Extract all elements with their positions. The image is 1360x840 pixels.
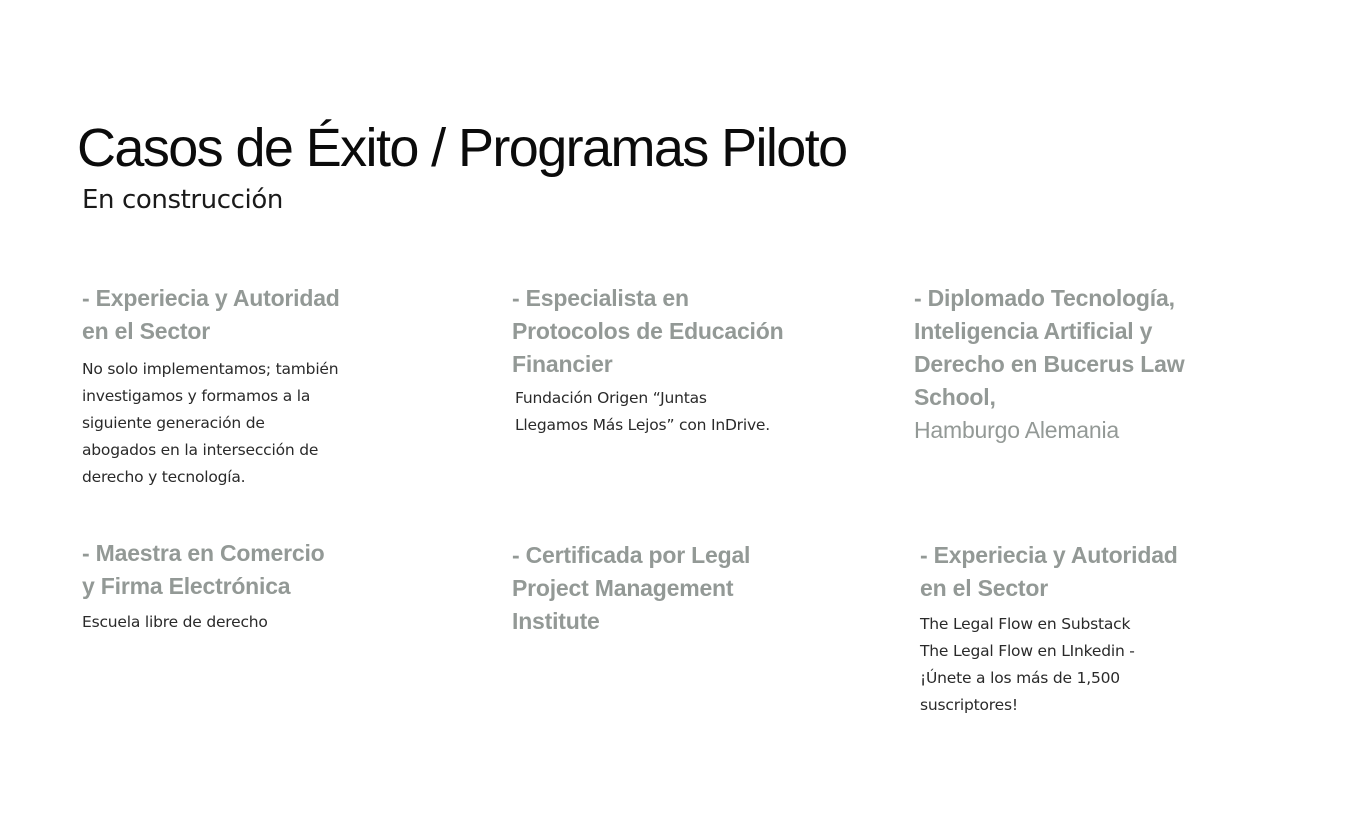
card-heading-line: - Experiecia y Autoridad [920, 542, 1178, 568]
card-experiencia-autoridad [82, 282, 340, 491]
card-heading-line: Inteligencia Artificial y [914, 318, 1153, 344]
card-body-line: investigamos y formamos a la [82, 387, 311, 405]
card-diplomado-tecnologia [914, 282, 1184, 447]
card-heading [82, 537, 325, 603]
card-heading [914, 282, 1184, 414]
card-body-line: The Legal Flow en LInkedin - [920, 642, 1135, 660]
card-heading [512, 539, 750, 638]
card-body-line: The Legal Flow en Substack [920, 615, 1131, 633]
card-heading-line: en el Sector [82, 318, 210, 344]
card-legal-flow [920, 539, 1178, 719]
card-heading-line: Derecho en Bucerus Law [914, 351, 1185, 377]
card-especialista-protocolos [512, 282, 783, 439]
card-body [512, 385, 783, 439]
card-heading-line: Financier [512, 351, 613, 377]
card-location-line: Hamburgo Alemania [914, 417, 1119, 443]
card-heading [920, 539, 1178, 605]
card-heading-line: - Diplomado Tecnología, [914, 285, 1175, 311]
page-subtitle: En construcción [82, 185, 283, 215]
card-heading-line: School, [914, 384, 996, 410]
card-body-line: Llegamos Más Lejos” con InDrive. [515, 416, 770, 434]
card-heading-line: y Firma Electrónica [82, 573, 291, 599]
card-body-line: derecho y tecnología. [82, 468, 246, 486]
card-heading-line: - Maestra en Comercio [82, 540, 325, 566]
card-heading-line: Institute [512, 608, 600, 634]
card-heading-line: Project Management [512, 575, 734, 601]
card-body-line: suscriptores! [920, 696, 1018, 714]
card-body-line: ¡Únete a los más de 1,500 [920, 669, 1120, 687]
card-body-line: abogados en la intersección de [82, 441, 319, 459]
card-body [82, 609, 325, 636]
card-heading-line: Protocolos de Educación [512, 318, 784, 344]
card-maestra-comercio [82, 537, 325, 636]
card-body-line: Fundación Origen “Juntas [515, 389, 707, 407]
card-body-line: siguiente generación de [82, 414, 265, 432]
card-heading-line: - Certificada por Legal [512, 542, 751, 568]
card-heading [512, 282, 783, 381]
card-certificada-legal [512, 539, 750, 638]
card-heading-line: - Experiecia y Autoridad [82, 285, 340, 311]
card-body-line: No solo implementamos; también [82, 360, 339, 378]
card-body [920, 611, 1178, 719]
card-heading [82, 282, 340, 348]
card-location [914, 414, 1184, 447]
card-body-line: Escuela libre de derecho [82, 613, 268, 631]
page-title: Casos de Éxito / Programas Piloto [77, 118, 847, 178]
card-heading-line: - Especialista en [512, 285, 689, 311]
card-heading-line: en el Sector [920, 575, 1048, 601]
card-body [82, 356, 340, 491]
